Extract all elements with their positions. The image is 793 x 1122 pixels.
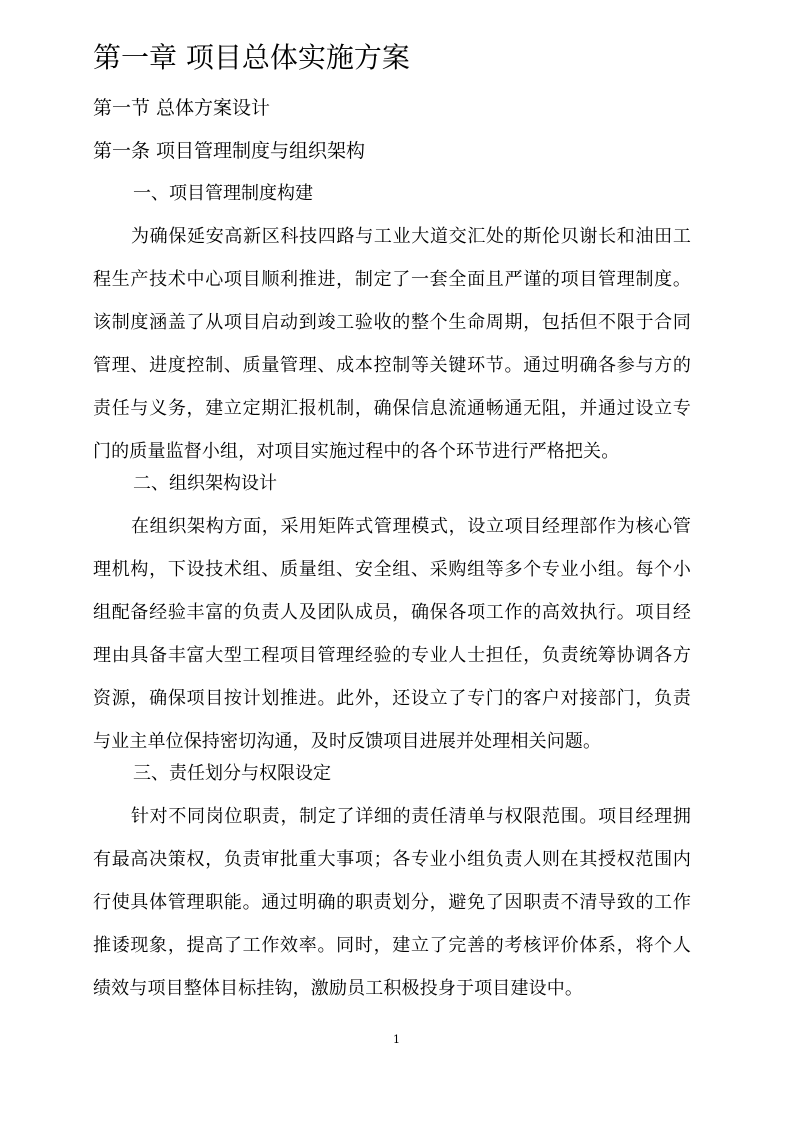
subsection-responsibility-division [93, 752, 691, 1010]
page-number: 1 [393, 1033, 400, 1046]
section-title: 第一节 总体方案设计 [93, 97, 271, 119]
article-title: 第一条 项目管理制度与组织架构 [93, 140, 366, 162]
subsection-management-system [93, 172, 691, 473]
body-paragraph: 针对不同岗位职责，制定了详细的责任清单与权限范围。项目经理拥有最高决策权，负责审批重大事项；各专业小组负责人则在其授权范围内行使具体管理职能。通过明确的职责划分，避免了因职责不清导致的工作推诿现象，提高了工作效率。同时，建立了完善的考核评价体系，将个人绩效与项目整体目标挂钩，激励员工积极投身于项目建设中。 [93, 806, 691, 999]
chapter-title: 第一章 项目总体实施方案 [93, 41, 410, 74]
subsection-heading: 一、项目管理制度构建 [133, 183, 313, 204]
subsection-heading: 三、责任划分与权限设定 [133, 763, 331, 784]
subsection-heading: 二、组织架构设计 [133, 473, 277, 494]
body-paragraph: 在组织架构方面，采用矩阵式管理模式，设立项目经理部作为核心管理机构，下设技术组、质量组、安全组、采购组等多个专业小组。每个小组配备经验丰富的负责人及团队成员，确保各项工作的高效执行。项目经理由具备丰富大型工程项目管理经验的专业人士担任，负责统筹协调各方资源，确保项目按计划推进。此外，还设立了专门的客户对接部门，负责与业主单位保持密切沟通，及时反馈项目进展并处理相关问题。 [93, 516, 691, 752]
subsection-organization-structure [93, 462, 691, 763]
body-paragraph: 为确保延安高新区科技四路与工业大道交汇处的斯伦贝谢长和油田工程生产技术中心项目顺利推进，制定了一套全面且严谨的项目管理制度。该制度涵盖了从项目启动到竣工验收的整个生命周期，包括但不限于合同管理、进度控制、质量管理、成本控制等关键环节。通过明确各参与方的责任与义务，建立定期汇报机制，确保信息流通畅通无阻，并通过设立专门的质量监督小组，对项目实施过程中的各个环节进行严格把关。 [93, 226, 691, 462]
